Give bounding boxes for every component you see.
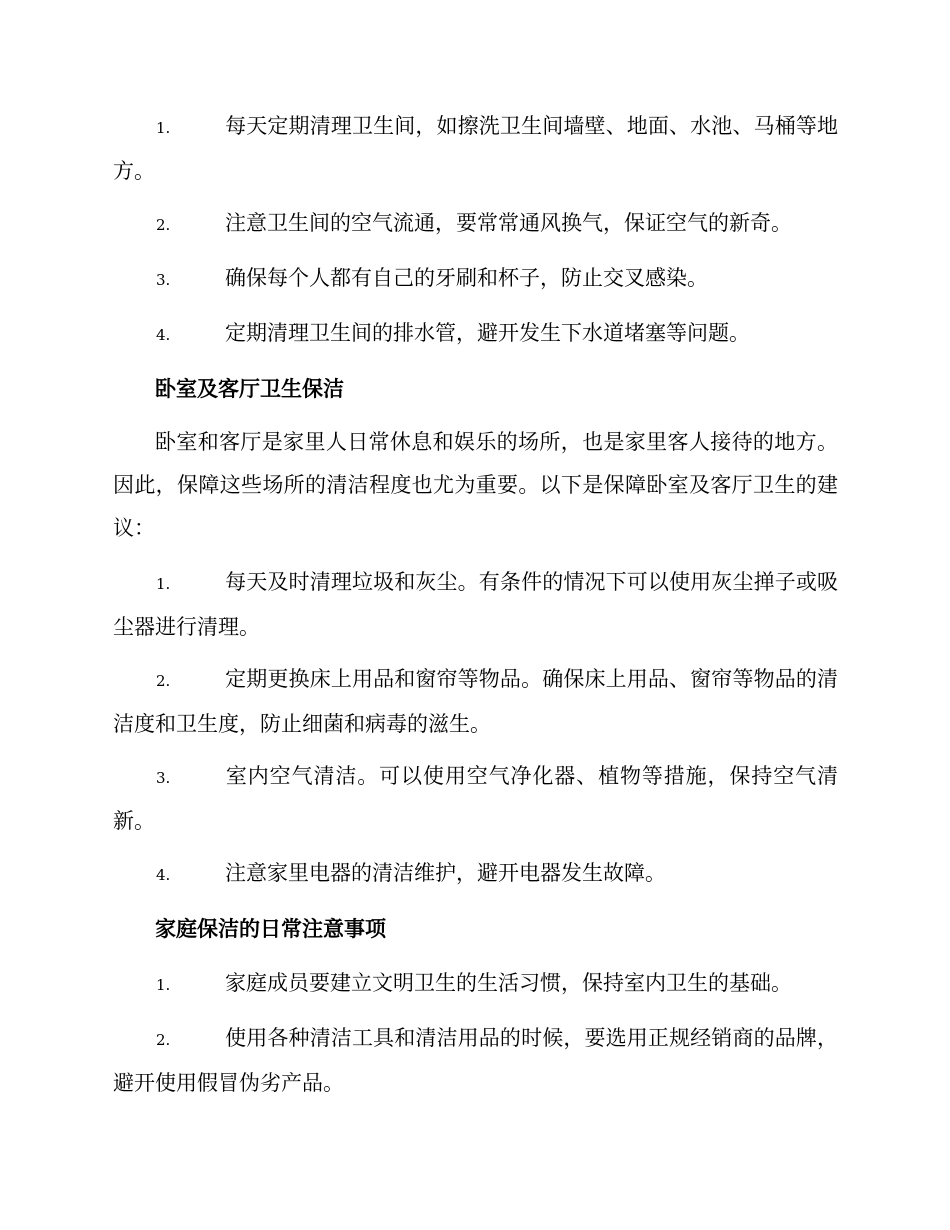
list-number: 4. (156, 866, 171, 884)
section-heading: 卧室及客厅卫生保洁 (155, 376, 344, 401)
list-item (113, 257, 838, 302)
list-text: 定期更换床上用品和窗帘等物品。确保床上用品、窗帘等物品的清洁度和卫生度，防止细菌和病毒的滋生。 (113, 667, 838, 736)
list-text: 使用各种清洁工具和清洁用品的时候，要选用正规经销商的品牌，避开使用假冒伪劣产品。 (113, 1026, 838, 1095)
list-item (113, 962, 838, 1007)
list-item (113, 755, 838, 843)
list-item (113, 561, 838, 649)
list-text: 注意家里电器的清洁维护，避开电器发生故障。 (225, 861, 666, 885)
list-item (113, 312, 838, 357)
list-text: 家庭成员要建立文明卫生的生活习惯，保持室内卫生的基础。 (225, 971, 792, 995)
list-item (113, 658, 838, 746)
section-intro-paragraph: 卧室和客厅是家里人日常休息和娱乐的场所，也是家里客人接待的地方。因此，保障这些场所的清洁程度也尤为重要。以下是保障卧室及客厅卫生的建议： (113, 430, 838, 540)
list-text: 注意卫生间的空气流通，要常常通风换气，保证空气的新奇。 (225, 211, 792, 235)
list-text: 每天及时清理垃圾和灰尘。有条件的情况下可以使用灰尘掸子或吸尘器进行清理。 (113, 570, 838, 639)
list-text: 定期清理卫生间的排水管，避开发生下水道堵塞等问题。 (225, 321, 750, 345)
list-number: 2. (156, 1031, 171, 1049)
list-number: 3. (156, 271, 171, 289)
list-number: 2. (156, 216, 171, 234)
list-number: 3. (156, 769, 171, 787)
list-text: 确保每个人都有自己的牙刷和杯子，防止交叉感染。 (225, 266, 708, 290)
list-item (113, 852, 838, 897)
list-item (113, 1017, 838, 1105)
list-number: 4. (156, 326, 171, 344)
list-number: 2. (156, 672, 171, 690)
section-heading: 家庭保洁的日常注意事项 (155, 916, 386, 941)
list-number: 1. (156, 575, 171, 593)
list-text: 每天定期清理卫生间，如擦洗卫生间墙壁、地面、水池、马桶等地方。 (113, 114, 838, 183)
list-item (113, 202, 838, 247)
list-number: 1. (156, 976, 171, 994)
list-item (113, 105, 838, 193)
list-text: 室内空气清洁。可以使用空气净化器、植物等措施，保持空气清新。 (113, 764, 838, 833)
list-number: 1. (156, 119, 171, 137)
